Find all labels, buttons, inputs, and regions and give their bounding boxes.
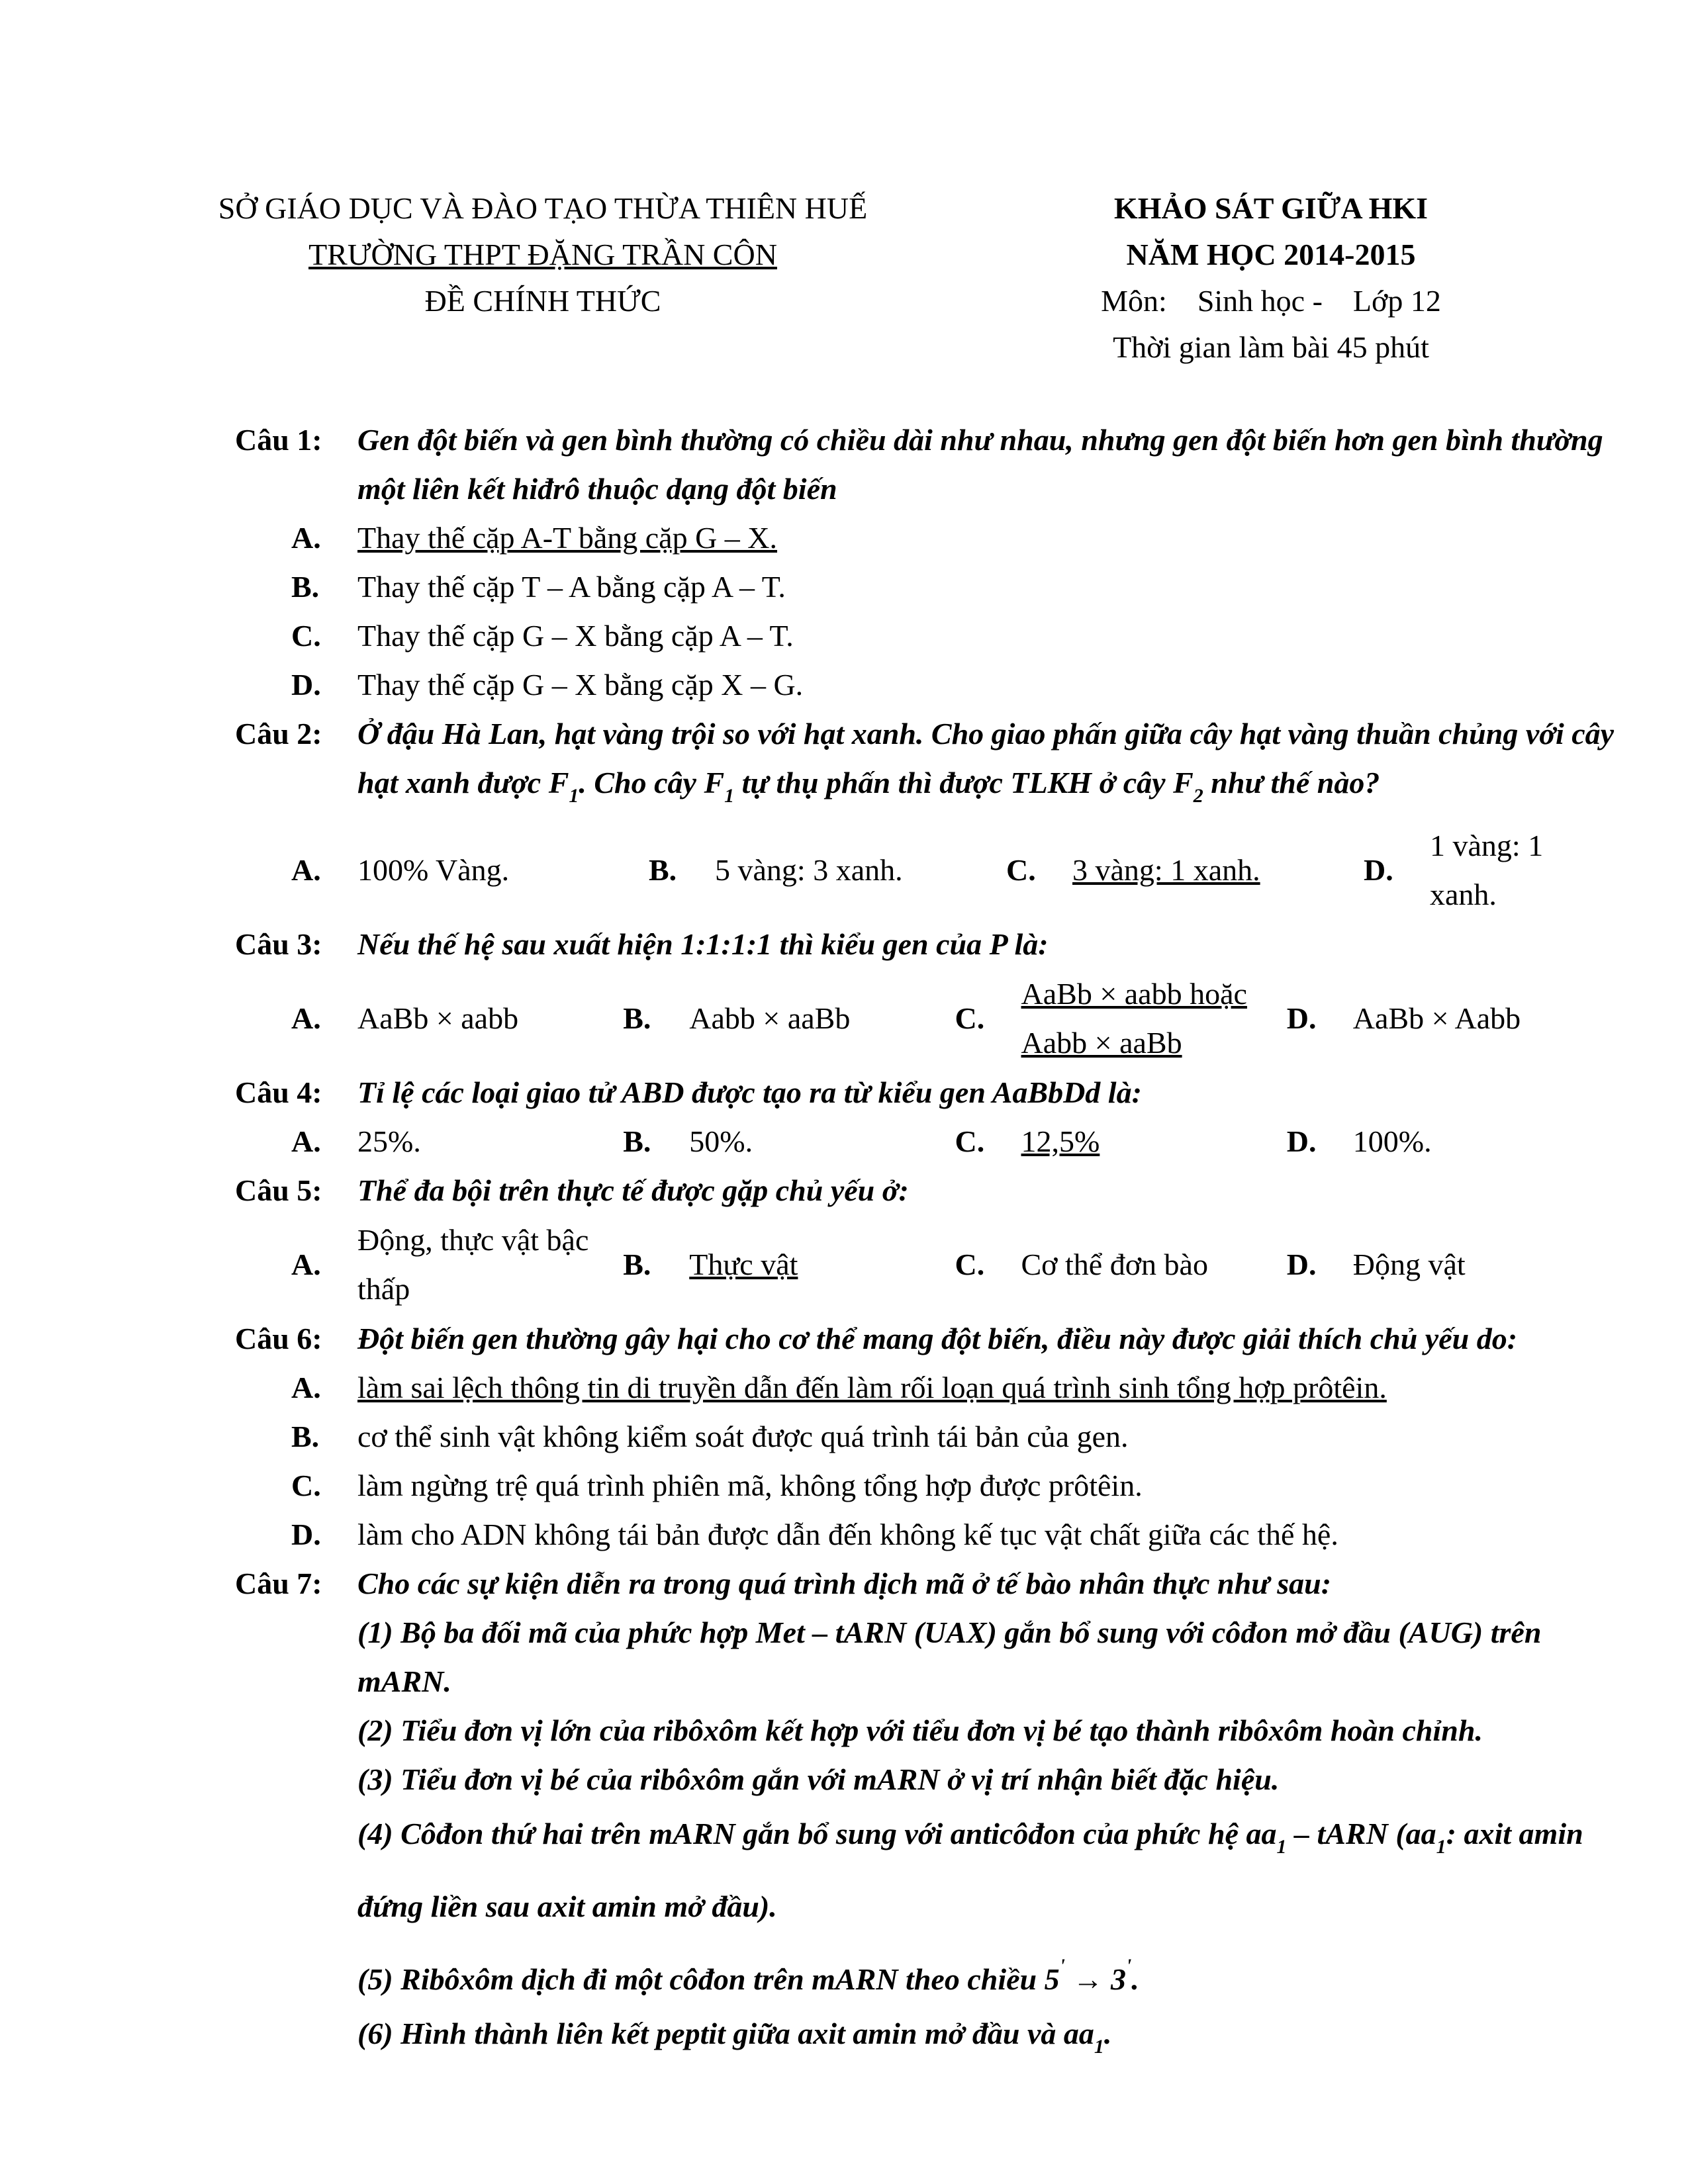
option-text: cơ thể sinh vật không kiểm soát được quá trình tái bản của gen. (357, 1420, 1129, 1453)
option-text: AaBb × Aabb (1352, 1001, 1521, 1035)
question-5 (235, 1166, 1618, 1215)
subject-line: Môn: Sinh học - Lớp 12 (1101, 284, 1441, 318)
option-b[interactable] (649, 846, 1006, 895)
question-1-options (291, 514, 1618, 709)
exam-title: KHẢO SÁT GIỮA HKI (1113, 191, 1429, 225)
option-b[interactable] (623, 994, 955, 1043)
option-label: B. (649, 853, 677, 887)
option-label: A. (291, 521, 321, 555)
option-text: 50%. (689, 1124, 753, 1158)
option-text: làm cho ADN không tái bản được dẫn đến không kế tục vật chất giữa các thế hệ. (357, 1518, 1338, 1551)
school-year: NĂM HỌC 2014-2015 (1126, 238, 1416, 271)
option-label: A. (291, 1371, 321, 1404)
option-c[interactable] (955, 1240, 1287, 1289)
department-name: SỞ GIÁO DỤC VÀ ĐÀO TẠO THỪA THIÊN HUẾ (218, 191, 868, 225)
question-text-part: Ở đậu Hà Lan, hạt vàng trội so với hạt xanh. Cho giao phấn giữa cây hạt vàng thuần chủng với cây hạt xanh được F (357, 717, 1615, 799)
option-label: D. (1286, 1248, 1317, 1281)
option-label: D. (291, 668, 321, 702)
option-a[interactable] (291, 994, 623, 1043)
option-label: D. (1364, 853, 1393, 887)
question-number: Câu 3: (235, 927, 322, 961)
subscript: 1 (1276, 1836, 1287, 1858)
option-c[interactable] (955, 1117, 1287, 1166)
statement-5 (357, 1936, 1618, 2009)
statement-4 (357, 1804, 1618, 1936)
option-text: 12,5% (1021, 1124, 1100, 1158)
option-label: D. (1286, 1001, 1317, 1035)
option-label: C. (955, 1124, 985, 1158)
question-number: Câu 2: (235, 717, 322, 751)
question-3-options (291, 969, 1618, 1068)
question-6 (235, 1314, 1618, 1363)
option-label: C. (291, 1469, 321, 1502)
official-label: ĐỀ CHÍNH THỨC (424, 284, 661, 318)
question-1 (235, 416, 1618, 514)
question-text: Tỉ lệ các loại giao tử ABD được tạo ra từ kiểu gen AaBbDd là: (357, 1075, 1142, 1109)
option-b[interactable] (291, 563, 1006, 612)
option-label: D. (1286, 1124, 1317, 1158)
question-text (357, 717, 1615, 807)
subscript: 2 (1193, 785, 1203, 807)
option-d[interactable] (291, 1510, 1618, 1559)
option-d[interactable] (1287, 994, 1618, 1043)
option-text-line2: Aabb × aaBb (1021, 1026, 1182, 1060)
statement-text-part: . (1103, 2017, 1112, 2050)
exam-body (235, 416, 1618, 2071)
question-text: Thể đa bội trên thực tế được gặp chủ yếu ở: (357, 1173, 909, 1207)
option-text: Thay thế cặp A-T bằng cặp G – X. (357, 521, 778, 555)
question-number: Câu 6: (235, 1322, 322, 1355)
option-c[interactable] (291, 1461, 1618, 1510)
header-left (199, 185, 887, 324)
option-d[interactable] (1287, 1117, 1618, 1166)
statement-text-part: : axit amin đứng liền sau axit amin mở đầu). (357, 1817, 1583, 1923)
option-text-line1: Động, thực vật bậc (357, 1223, 589, 1257)
option-label: A. (291, 1001, 321, 1035)
statement-2: (2) Tiểu đơn vị lớn của ribôxôm kết hợp với tiểu đơn vị bé tạo thành ribôxôm hoàn chỉnh. (357, 1713, 1483, 1747)
subscript: 1 (1094, 2036, 1104, 2058)
option-d[interactable] (1364, 821, 1562, 919)
option-text: 25%. (357, 1124, 421, 1158)
school-name: TRƯỜNG THPT ĐẶNG TRẦN CÔN (308, 238, 777, 271)
option-a[interactable] (291, 514, 1006, 563)
option-text: 5 vàng: 3 xanh. (715, 853, 903, 887)
option-text: làm ngừng trệ quá trình phiên mã, không tổng hợp được prôtêin. (357, 1469, 1143, 1502)
option-label: A. (291, 1124, 321, 1158)
option-text: Thực vật (689, 1248, 798, 1281)
option-text: Thay thế cặp G – X bằng cặp X – G. (357, 668, 804, 702)
option-a[interactable] (291, 1216, 623, 1314)
question-number: Câu 4: (235, 1075, 322, 1109)
option-text-line1: AaBb × aabb hoặc (1021, 977, 1247, 1011)
question-4-options (291, 1117, 1618, 1166)
statement-3: (3) Tiểu đơn vị bé của ribôxôm gắn với mARN ở vị trí nhận biết đặc hiệu. (357, 1762, 1280, 1796)
option-b[interactable] (291, 1412, 1618, 1461)
statement-text-part: – tARN (aa (1286, 1817, 1436, 1850)
statement-text-part: (6) Hình thành liên kết peptit giữa axit amin mở đầu và aa (357, 2017, 1094, 2050)
statement-6 (357, 2009, 1618, 2071)
option-text-line2: thấp (357, 1272, 410, 1306)
option-label: B. (623, 1001, 651, 1035)
option-label: A. (291, 1248, 321, 1281)
option-text: 100% Vàng. (357, 853, 510, 887)
option-label: C. (955, 1001, 985, 1035)
subscript: 1 (1436, 1836, 1446, 1858)
option-text: làm sai lệch thông tin di truyền dẫn đến làm rối loạn quá trình sinh tổng hợp prôtêin. (357, 1371, 1387, 1404)
question-text: Đột biến gen thường gây hại cho cơ thể mang đột biến, điều này được giải thích chủ yếu do: (357, 1322, 1518, 1355)
question-4 (235, 1068, 1618, 1117)
option-label: C. (1006, 853, 1036, 887)
question-7-statements (357, 1608, 1618, 2071)
option-b[interactable] (623, 1117, 955, 1166)
question-number: Câu 7: (235, 1567, 322, 1600)
option-text: Aabb × aaBb (689, 1001, 851, 1035)
question-5-options (291, 1215, 1618, 1314)
option-text: Động vật (1352, 1248, 1466, 1281)
time-limit: Thời gian làm bài 45 phút (1113, 330, 1429, 364)
question-text: Nếu thế hệ sau xuất hiện 1:1:1:1 thì kiểu gen của P là: (357, 927, 1049, 961)
option-label: B. (291, 570, 320, 604)
question-text-part: . Cho cây F (579, 766, 725, 799)
option-d[interactable] (291, 660, 1006, 709)
option-label: B. (291, 1420, 320, 1453)
option-label: B. (623, 1248, 651, 1281)
statement-text-part: (4) Côđon thứ hai trên mARN gắn bổ sung với anticôđon của phức hệ aa (357, 1817, 1277, 1850)
option-c[interactable] (291, 612, 1006, 660)
statement-text-part: . (1131, 1962, 1139, 1996)
option-text: Thay thế cặp T – A bằng cặp A – T. (357, 570, 786, 604)
subscript: 1 (569, 785, 579, 807)
prime-mark: ' (1125, 1955, 1132, 1977)
question-7 (235, 1559, 1618, 1608)
option-text: 1 vàng: 1 xanh. (1430, 829, 1544, 911)
option-text: Cơ thể đơn bào (1021, 1248, 1208, 1281)
option-text: Thay thế cặp G – X bằng cặp A – T. (357, 619, 794, 653)
option-text: 3 vàng: 1 xanh. (1072, 853, 1260, 887)
statement-text-part: → 3 (1064, 1962, 1126, 1996)
option-label: D. (291, 1518, 321, 1551)
option-a[interactable] (291, 1117, 623, 1166)
option-text: 100%. (1352, 1124, 1432, 1158)
question-3 (235, 920, 1618, 969)
question-text-part: như thế nào? (1203, 766, 1380, 799)
statement-1: (1) Bộ ba đối mã của phức hợp Met – tARN (UAX) gắn bổ sung với côđon mở đầu (AUG) trên mARN. (357, 1615, 1542, 1698)
question-number: Câu 1: (235, 423, 322, 457)
question-text: Cho các sự kiện diễn ra trong quá trình dịch mã ở tế bào nhân thực như sau: (357, 1567, 1332, 1600)
prime-mark: ' (1059, 1955, 1065, 1977)
question-text: Gen đột biến và gen bình thường có chiều dài như nhau, nhưng gen đột biến hơn gen bình thường một liên kết hiđrô thuộc dạng đột biến (357, 423, 1603, 506)
subscript: 1 (724, 785, 735, 807)
option-label: C. (291, 619, 321, 653)
question-6-options (291, 1363, 1618, 1559)
question-text-part: tự thụ phấn thì được TLKH ở cây F (734, 766, 1194, 799)
option-c[interactable] (1006, 846, 1364, 895)
question-2 (235, 709, 1618, 821)
header-right (1033, 185, 1509, 371)
option-label: B. (623, 1124, 651, 1158)
question-number: Câu 5: (235, 1173, 322, 1207)
question-2-options (291, 821, 1618, 920)
option-c[interactable] (955, 970, 1287, 1068)
statement-text-part: (5) Ribôxôm dịch đi một côđon trên mARN theo chiều 5 (357, 1962, 1060, 1996)
option-b[interactable] (623, 1240, 955, 1289)
option-text: AaBb × aabb (357, 1001, 519, 1035)
option-a[interactable] (291, 1363, 1618, 1412)
option-a[interactable] (291, 846, 649, 895)
option-label: A. (291, 853, 321, 887)
option-label: C. (955, 1248, 985, 1281)
option-d[interactable] (1287, 1240, 1618, 1289)
